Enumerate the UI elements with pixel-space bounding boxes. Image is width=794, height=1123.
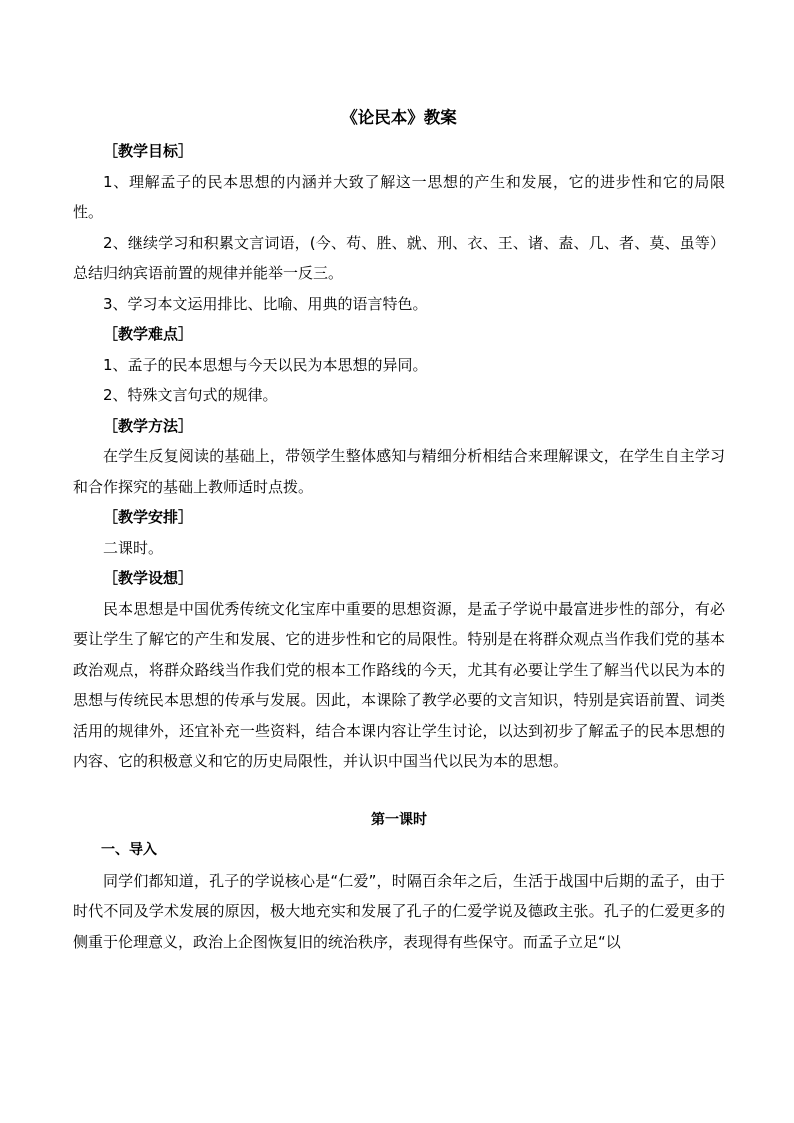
goal-item-2: 2、继续学习和积累文言词语，(今、苟、胜、就、刑、衣、王、诸、盍、几、者、莫、虽等）总结归纳宾语前置的规律并能举一反三。 — [73, 233, 725, 282]
lesson-title: 第一课时 — [371, 811, 427, 828]
goal-item-1: 1、理解孟子的民本思想的内涵并大致了解这一思想的产生和发展，它的进步性和它的局限性。 — [73, 172, 725, 221]
design-heading: ［教学设想］ — [103, 569, 194, 587]
intro-heading: 一、导入 — [101, 842, 157, 858]
arrange-paragraph: 二课时。 — [103, 538, 164, 557]
difficulty-item-2: 2、特殊文言句式的规律。 — [103, 386, 278, 404]
document-page — [73, 102, 725, 957]
method-heading: ［教学方法］ — [103, 416, 194, 435]
method-paragraph: 在学生反复阅读的基础上，带领学生整体感知与精细分析相结合来理解课文，在学生自主学习和合作探究的基础上教师适时点拨。 — [73, 447, 725, 496]
arrange-heading: ［教学安排］ — [103, 508, 194, 526]
goals-heading: ［教学目标］ — [103, 142, 194, 160]
difficulty-item-1: 1、孟子的民本思想与今天以民为本思想的异同。 — [103, 355, 428, 374]
goal-item-3: 3、学习本文运用排比、比喻、用典的语言特色。 — [103, 294, 428, 313]
document-title: 《论民本》教案 — [341, 108, 457, 127]
section-gap — [73, 777, 725, 805]
intro-paragraph: 同学们都知道，孔子的学说核心是“仁爱”，时隔百余年之后，生活于战国中后期的孟子，由于时代不同及学术发展的原因，极大地充实和发展了孔子的仁爱学说及德政主张。孔子的仁爱更多的侧重于伦理意义，政治上企图恢复旧的统治秩序，表现得有些保守。而孟子立足“以 — [73, 871, 725, 951]
difficulty-heading: ［教学难点］ — [103, 325, 194, 343]
design-paragraph: 民本思想是中国优秀传统文化宝库中重要的思想资源，是孟子学说中最富进步性的部分，有必要让学生了解它的产生和发展、它的进步性和它的局限性。特别是在将群众观点当作我们党的基本政治观点，将群众路线当作我们党的根本工作路线的今天，尤其有必要让学生了解当代以民为本的思想与传统民本思想的传承与发展。因此，本课除了教学必要的文言知识，特别是宾语前置、词类活用的规律外，还宜补充一些资料，结合本课内容让学生讨论，以达到初步了解孟子的民本思想的内容、它的积极意义和它的历史局限性，并认识中国当代以民为本的思想。 — [73, 599, 725, 770]
